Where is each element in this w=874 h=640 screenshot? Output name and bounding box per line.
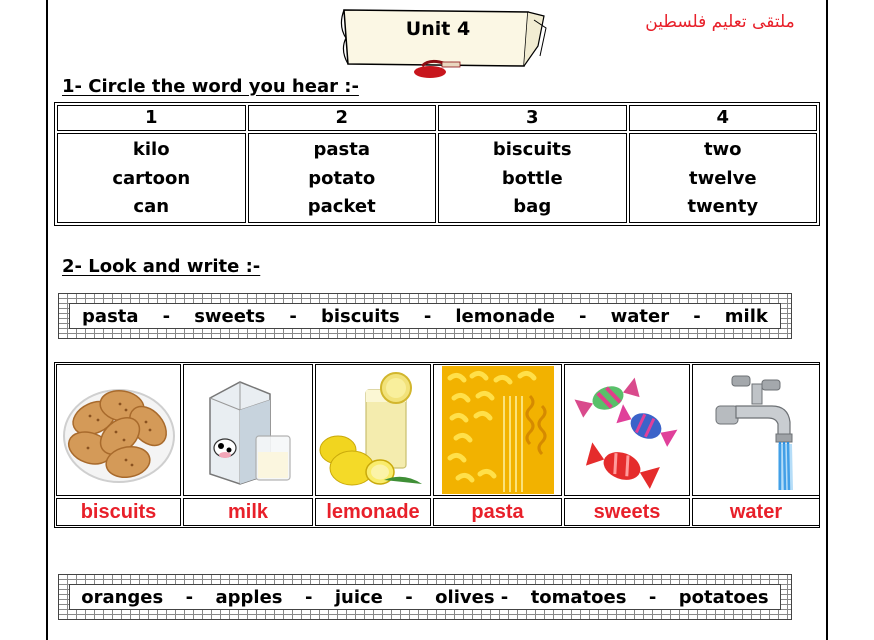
pasta-picture	[433, 364, 562, 496]
word-bank-separator: -	[289, 305, 297, 327]
lemonade-picture	[315, 364, 431, 496]
word-option[interactable]: cartoon	[112, 167, 191, 189]
word-option[interactable]: bag	[513, 196, 552, 217]
answer-label: water	[692, 498, 820, 526]
word-option[interactable]: packet	[307, 196, 376, 217]
milk-picture	[183, 364, 313, 496]
word-bank-separator: -	[185, 586, 194, 608]
word-bank-separator: -	[648, 586, 657, 608]
word-bank-item: juice	[334, 586, 383, 608]
word-bank-item: apples	[215, 586, 283, 608]
water-tap-picture	[692, 364, 820, 496]
section2-heading: 2- Look and write :-	[62, 256, 261, 277]
biscuits-picture	[56, 364, 181, 496]
word-bank-item: sweets	[194, 305, 266, 327]
word-cell	[57, 133, 246, 223]
answer-label: sweets	[564, 498, 690, 526]
word-bank-item: water	[610, 305, 670, 327]
word-option[interactable]: kilo	[132, 139, 170, 160]
word-bank-separator: -	[162, 305, 171, 327]
word-option[interactable]: twelve	[688, 167, 757, 189]
word-bank-item: tomatoes	[530, 586, 627, 608]
word-option[interactable]: can	[133, 196, 170, 217]
picture-grid	[54, 362, 820, 528]
word-cell	[438, 133, 627, 223]
word-bank-item: milk	[724, 305, 768, 327]
word-option[interactable]: pasta	[313, 139, 370, 160]
answer-label: lemonade	[315, 498, 431, 526]
word-table-header-row	[57, 105, 817, 131]
word-bank-item: potatoes	[678, 586, 769, 608]
word-bank-2	[69, 584, 781, 610]
word-bank-box	[58, 293, 792, 339]
unit-title: Unit 4	[405, 18, 471, 40]
word-bank-item: olives -	[435, 586, 509, 608]
column-number: 2	[248, 105, 437, 131]
word-bank-item: biscuits	[320, 305, 400, 327]
word-cell	[629, 133, 818, 223]
column-number: 3	[438, 105, 627, 131]
word-option[interactable]: potato	[308, 167, 376, 189]
word-bank	[69, 303, 781, 329]
sweets-picture	[564, 364, 690, 496]
column-number: 4	[629, 105, 818, 131]
word-bank-separator: -	[304, 586, 313, 608]
word-cell	[248, 133, 437, 223]
word-bank-item: pasta	[82, 305, 139, 327]
word-option[interactable]: bottle	[501, 167, 563, 189]
section1-heading: 1- Circle the word you hear :-	[62, 76, 359, 97]
word-option[interactable]: biscuits	[492, 139, 572, 160]
site-name: ملتقى تعليم فلسطين	[645, 12, 795, 32]
word-bank-item: oranges	[81, 586, 164, 608]
word-bank-item: lemonade	[455, 305, 555, 327]
word-bank-box-2	[58, 574, 792, 620]
answer-label: milk	[183, 498, 313, 526]
answer-label: biscuits	[56, 498, 181, 526]
column-number: 1	[57, 105, 246, 131]
word-option[interactable]: twenty	[687, 196, 759, 217]
word-table	[54, 102, 820, 226]
word-bank-separator: -	[423, 305, 432, 327]
word-table-body-row	[57, 133, 817, 223]
answer-label: pasta	[433, 498, 562, 526]
word-bank-separator: -	[405, 586, 413, 608]
word-bank-separator: -	[579, 305, 587, 327]
word-bank-separator: -	[693, 305, 701, 327]
word-option[interactable]: two	[703, 139, 742, 160]
